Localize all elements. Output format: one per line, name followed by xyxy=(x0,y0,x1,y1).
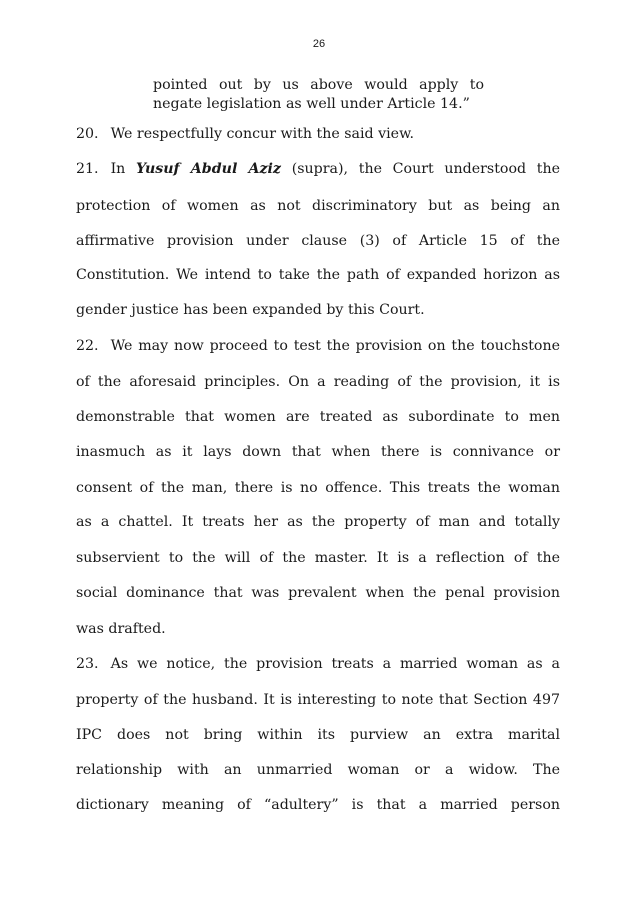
paragraph-22-line-8: social dominance that was prevalent when the penal provision xyxy=(76,585,560,601)
paragraph-20-number: 20. xyxy=(76,126,99,142)
page-number: 26 xyxy=(312,38,326,50)
paragraph-21-line-5: gender justice has been expanded by this Court. xyxy=(76,302,425,318)
paragraph-21-text-before: In xyxy=(110,161,126,177)
paragraph-23-line-4: relationship with an unmarried woman or a widow. The xyxy=(76,762,560,778)
paragraph-20-text: We respectfully concur with the said view. xyxy=(110,126,415,142)
paragraph-21-line-4: Constitution. We intend to take the path of expanded horizon as xyxy=(76,267,560,283)
paragraph-22-line-1 xyxy=(76,336,560,356)
paragraph-22-number: 22. xyxy=(76,338,99,354)
paragraph-23-number: 23. xyxy=(76,656,99,672)
paragraph-21-number: 21. xyxy=(76,161,99,177)
paragraph-20-line-1 xyxy=(76,124,560,144)
paragraph-21-text-after: (supra), the Court understood the xyxy=(291,161,561,177)
paragraph-23-text: As we notice, the provision treats a married woman as a xyxy=(110,656,560,672)
paragraph-22-line-5: consent of the man, there is no offence. This treats the woman xyxy=(76,480,560,496)
quote-line-2: negate legislation as well under Article 14.” xyxy=(153,96,470,112)
paragraph-23-line-2: property of the husband. It is interesting to note that Section 497 xyxy=(76,692,560,708)
case-name: Yusuf Abdul Aziz xyxy=(136,161,281,177)
paragraph-22-line-9: was drafted. xyxy=(76,621,166,637)
paragraph-22-line-2: of the aforesaid principles. On a reading of the provision, it is xyxy=(76,374,560,390)
paragraph-21-line-3: affirmative provision under clause (3) of Article 15 of the xyxy=(76,233,560,249)
paragraph-21-line-2: protection of women as not discriminatory but as being an xyxy=(76,198,560,214)
paragraph-23-line-1 xyxy=(76,654,560,674)
paragraph-22-line-7: subservient to the will of the master. It is a reflection of the xyxy=(76,550,560,566)
paragraph-23-line-3: IPC does not bring within its purview an extra marital xyxy=(76,727,560,743)
paragraph-22-line-6: as a chattel. It treats her as the property of man and totally xyxy=(76,514,560,530)
paragraph-22-text: We may now proceed to test the provision on the touchstone xyxy=(110,338,560,354)
paragraph-22-line-4: inasmuch as it lays down that when there is connivance or xyxy=(76,444,560,460)
paragraph-22-line-3: demonstrable that women are treated as subordinate to men xyxy=(76,409,560,425)
quote-line-1: pointed out by us above would apply to xyxy=(153,77,484,93)
paragraph-21-line-1 xyxy=(76,159,560,179)
paragraph-23-line-5: dictionary meaning of “adultery” is that a married person xyxy=(76,797,560,813)
